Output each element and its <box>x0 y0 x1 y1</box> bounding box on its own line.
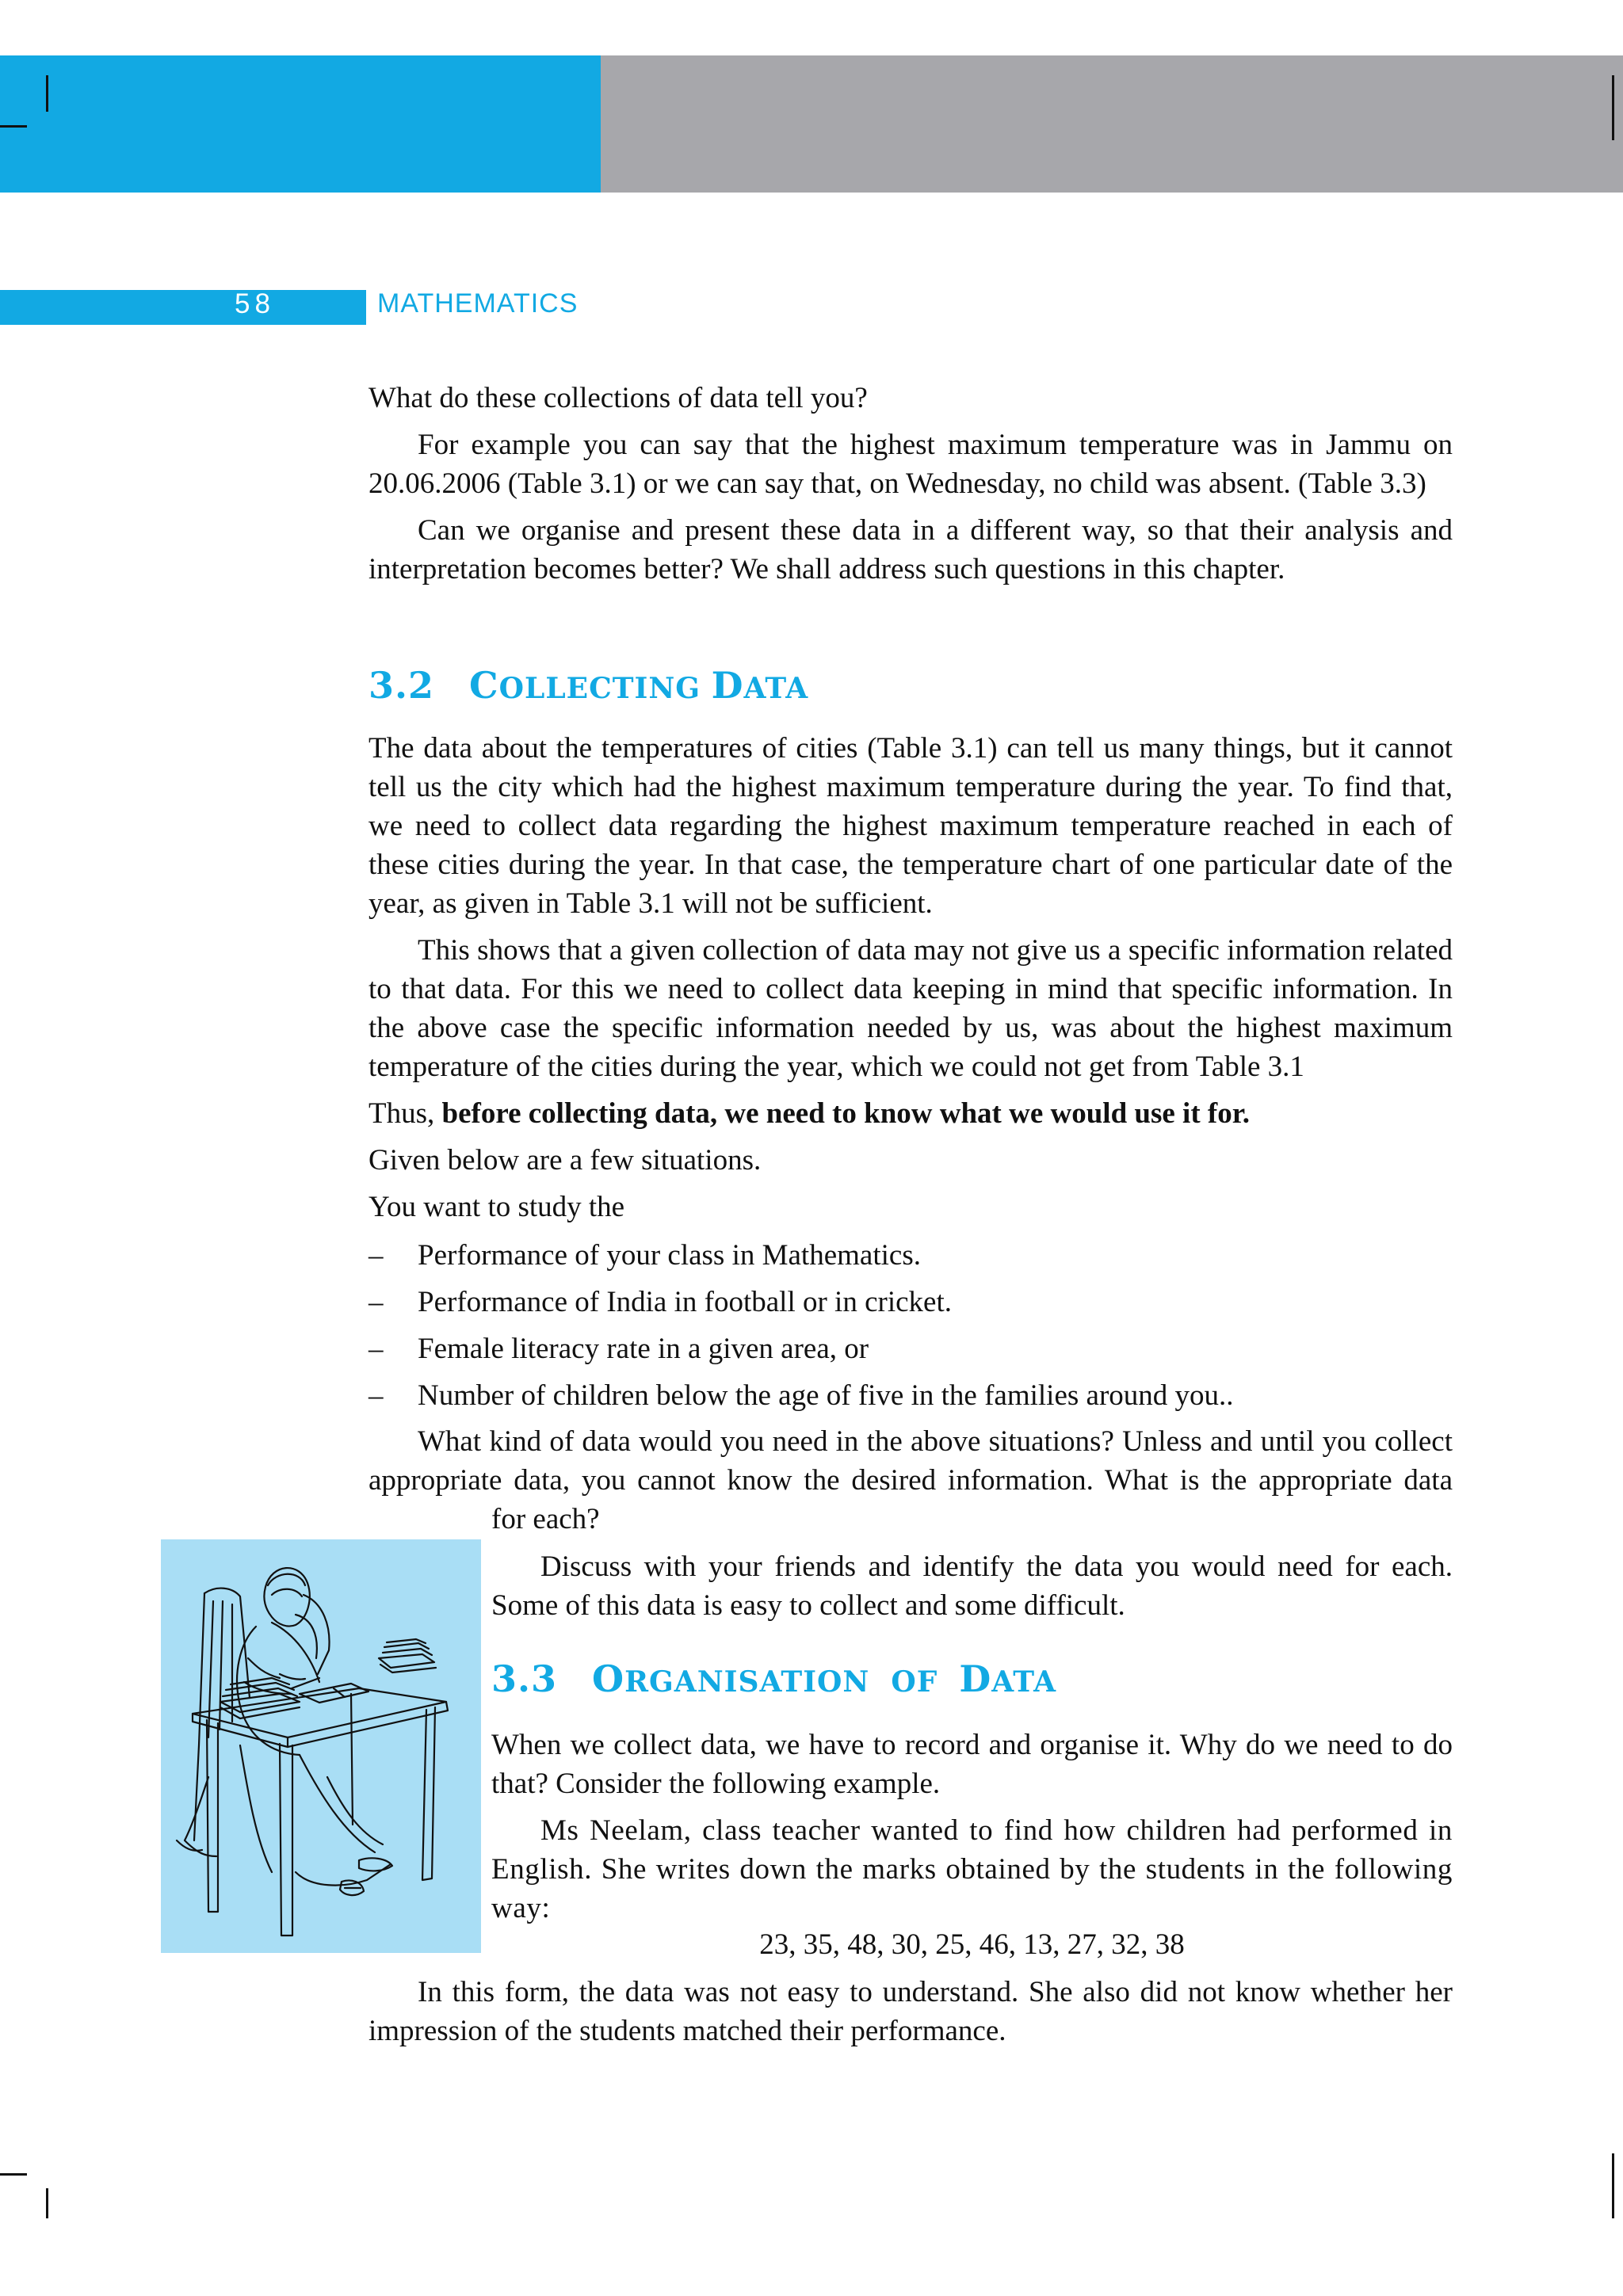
crop-mark <box>46 75 48 112</box>
list-item-text: Performance of your class in Mathematics. <box>418 1239 921 1272</box>
section-heading-3-2 <box>369 664 808 707</box>
subject-title: MATHEMATICS <box>377 288 579 318</box>
paragraph: When we collect data, we have to record and organise it. Why do we need to do that? Consider the following example. <box>491 1729 1453 1800</box>
thus-bold: before collecting data, we need to know what we would use it for. <box>441 1097 1251 1130</box>
discuss-block <box>491 1547 1453 1625</box>
section-3-3-body <box>491 1726 1453 1928</box>
section-heading-3-3 <box>491 1657 1056 1700</box>
marks-list: 23, 35, 48, 30, 25, 46, 13, 27, 32, 38 <box>759 1928 1185 1961</box>
intro-example: For example you can say that the highest maximum temperature was in Jammu on 20.06.2006 (Table 3.1) or we can say that, on Wednesday, no child was absent. (Table 3.3) <box>369 429 1453 500</box>
section-number: 3.2 <box>369 664 435 707</box>
header-band-blue <box>0 55 601 193</box>
heading-initial: D <box>959 1657 992 1700</box>
thus-paragraph <box>369 1094 1453 1133</box>
page-number-band <box>0 290 366 325</box>
header-band-gray <box>601 55 1623 193</box>
list-item <box>369 1376 1453 1423</box>
paragraph-line: appropriate data, you cannot know the desired information. What is the appropriate data <box>369 1464 1453 1497</box>
paragraph: Discuss with your friends and identify the data you would need for each. Some of this data is easy to collect and some difficult. <box>491 1550 1453 1622</box>
crop-mark <box>46 2188 48 2218</box>
intro-block <box>369 379 1453 589</box>
dash-bullet: – <box>369 1333 384 1365</box>
list-item <box>369 1329 1453 1376</box>
dash-bullet: – <box>369 1379 384 1412</box>
dash-bullet: – <box>369 1239 384 1272</box>
heading-initial: C <box>469 664 499 707</box>
heading-word: RGANISATION <box>624 1665 870 1699</box>
list-item <box>369 1236 1453 1283</box>
intro-organise: Can we organise and present these data in a different way, so that their analysis and interpretation becomes better? We shall address such questions in this chapter. <box>369 514 1453 585</box>
dash-bullet: – <box>369 1286 384 1318</box>
heading-word: OLLECTING <box>498 672 701 705</box>
section-number: 3.3 <box>491 1657 558 1700</box>
heading-word: ATA <box>991 1665 1056 1699</box>
thus-prefix: Thus, <box>369 1097 442 1130</box>
situation-list <box>369 1236 1453 1423</box>
given-below: Given below are a few situations. <box>369 1144 762 1177</box>
intro-question: What do these collections of data tell you? <box>369 382 868 414</box>
student-at-desk-illustration <box>161 1539 481 1953</box>
paragraph-line: for each? <box>491 1503 600 1535</box>
study-intro: You want to study the <box>369 1191 625 1223</box>
heading-initial: D <box>711 664 744 707</box>
list-item-text: Female literacy rate in a given area, or <box>418 1333 869 1365</box>
paragraph: Ms Neelam, class teacher wanted to find how children had performed in English. She writes down the marks obtained by the students in the following way: <box>491 1814 1453 1924</box>
heading-initial: O <box>592 1657 625 1700</box>
paragraph: The data about the temperatures of cities (Table 3.1) can tell us many things, but it cannot tell us the city which had the highest maximum temperature during the year. To find that, we need to collect data regarding the highest maximum temperature reached in each of these cities during the year. In that case, the temperature chart of one particular date of the year, as given in Table 3.1 will not be sufficient. <box>369 732 1453 920</box>
closing-paragraph-block <box>369 1973 1453 2050</box>
data-needed-paragraph <box>369 1422 1453 1539</box>
list-item <box>369 1283 1453 1329</box>
list-item-text: Number of children below the age of five in the families around you.. <box>418 1379 1234 1412</box>
page-number: 58 <box>235 288 275 319</box>
list-item-text: Performance of India in football or in cricket. <box>418 1286 952 1318</box>
paragraph: This shows that a given collection of data may not give us a specific information related to that data. For this we need to collect data keeping in mind that specific information. In the above case the specific information needed by us, was about the highest maximum temperature of the cities during the year, which we could not get from Table 3.1 <box>369 934 1453 1083</box>
section-3-2-body <box>369 729 1453 1226</box>
paragraph: In this form, the data was not easy to understand. She also did not know whether her impression of the students matched their performance. <box>369 1976 1453 2047</box>
crop-mark <box>0 125 27 128</box>
paragraph-line: What kind of data would you need in the above situations? Unless and until you collect <box>418 1425 1453 1458</box>
crop-mark <box>0 2173 27 2176</box>
crop-mark <box>1612 2153 1614 2218</box>
crop-mark <box>1612 75 1614 140</box>
heading-word: OF <box>891 1665 938 1699</box>
student-drawing <box>161 1539 481 1953</box>
heading-word: ATA <box>743 672 809 705</box>
